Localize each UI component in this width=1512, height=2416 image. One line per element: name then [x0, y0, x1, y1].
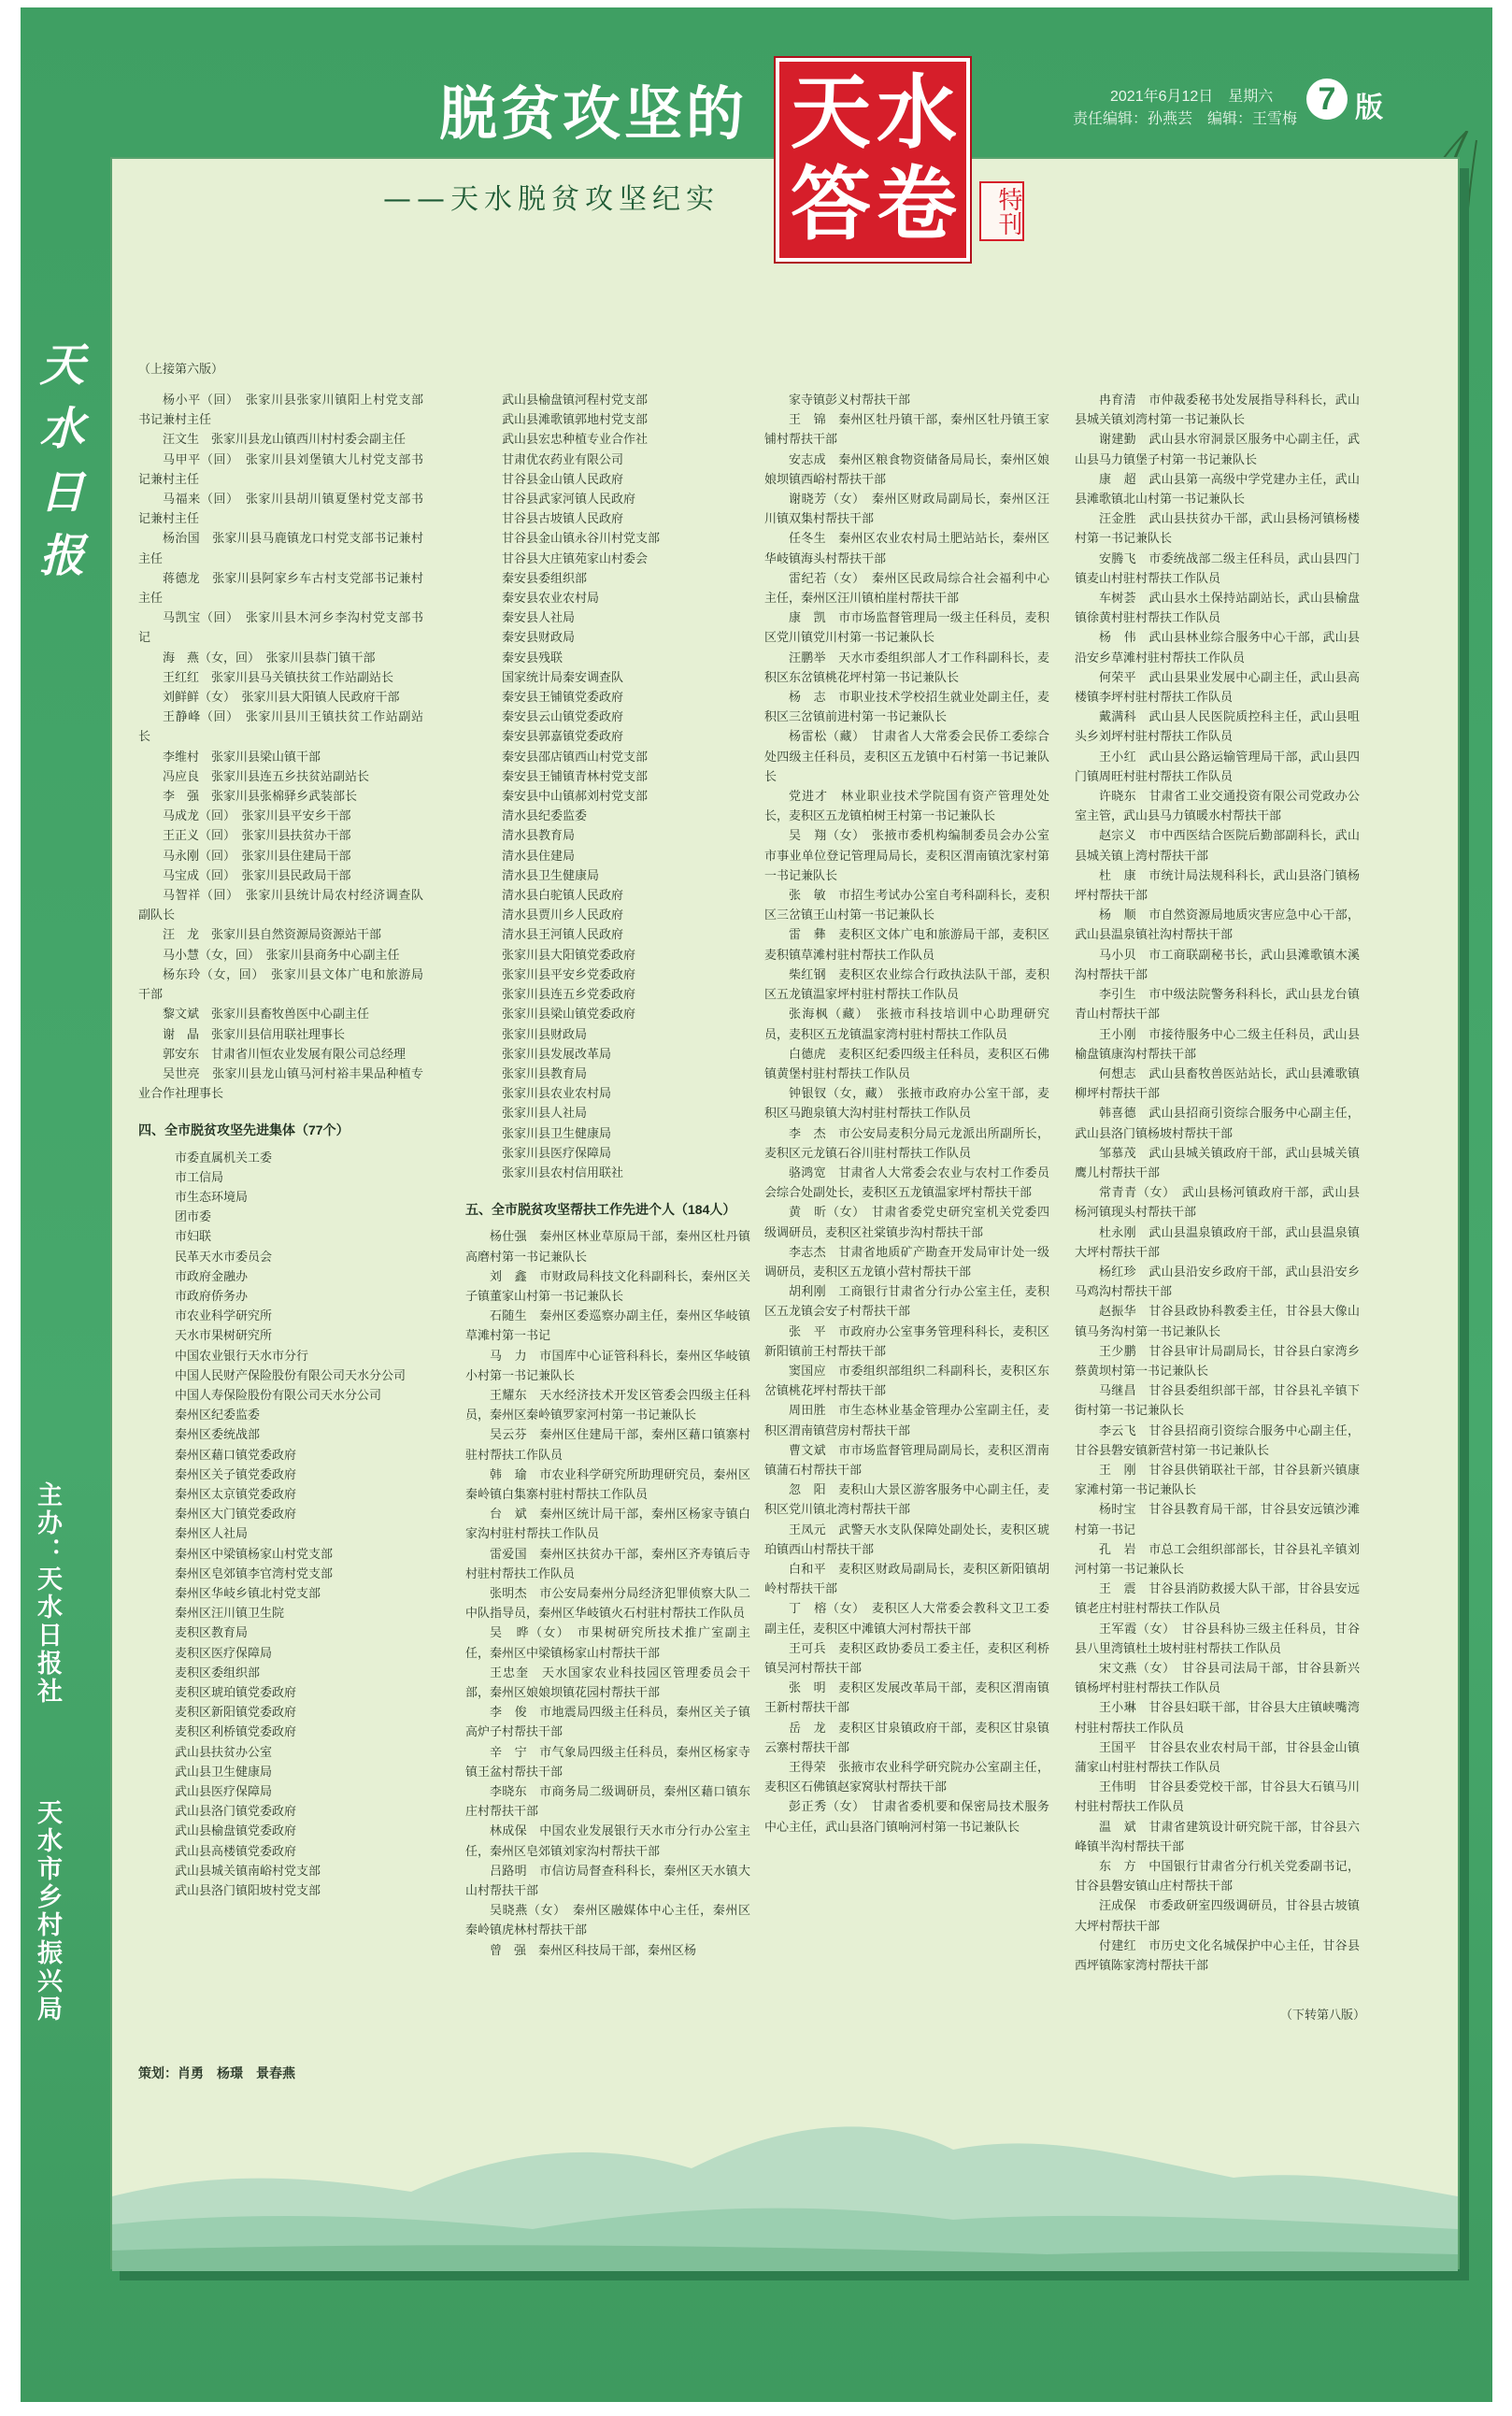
- list-entry: 骆鸿宽 甘肃省人大常委会农业与农村工作委员会综合处副处长，麦积区五龙镇温家坪村帮扶干部: [764, 1165, 1049, 1201]
- list-entry: 安志成 秦州区粮食物资储备局局长，秦州区娘娘坝镇西峪村帮扶干部: [764, 452, 1049, 487]
- list-entry: 秦安县王铺镇青林村党支部: [502, 769, 649, 784]
- list-entry: 秦安县残联: [502, 650, 563, 665]
- list-entry: 张家川县农业农村局: [502, 1087, 612, 1102]
- co-organizer: 天水市乡村振兴局: [34, 1799, 62, 2023]
- list-entry: 麦积区委组织部: [175, 1665, 261, 1680]
- list-entry: 岳 龙 麦积区甘泉镇政府干部，麦积区甘泉镇云寨村帮扶干部: [764, 1721, 1049, 1755]
- list-entry: 张家川县平安乡党委政府: [502, 967, 636, 982]
- list-entry: 秦州区皂郊镇李官湾村党支部: [175, 1566, 334, 1581]
- list-entry: 李云飞 甘谷县招商引资综合服务中心副主任，甘谷县磐安镇新营村第一书记兼队长: [1075, 1423, 1360, 1458]
- list-entry: 秦州区人社局: [175, 1527, 249, 1542]
- list-entry: 秦安县财政局: [502, 631, 576, 646]
- list-entry: 东 方 中国银行甘肃省分行机关党委副书记，甘谷县磐安镇山庄村帮扶干部: [1075, 1860, 1360, 1894]
- list-entry: 吴云芬 秦州区住建局干部，秦州区藉口镇寨村驻村帮扶工作队员: [465, 1428, 750, 1463]
- list-entry: 甘肃优农药业有限公司: [502, 452, 624, 467]
- list-entry: 吴世亮 张家川县龙山镇马河村裕丰果品种植专业合作社理事长: [138, 1066, 423, 1102]
- list-entry: 李 杰 市公安局麦积分局元龙派出所副所长，麦积区元龙镇石谷川驻村帮扶工作队员: [764, 1126, 1049, 1161]
- list-entry: 甘谷县金山镇永谷川村党支部: [502, 532, 661, 547]
- list-entry: 吕路明 市信访局督查科科长，秦州区天水镇大山村帮扶干部: [465, 1864, 750, 1899]
- list-entry: 张家川县财政局: [502, 1027, 588, 1042]
- list-entry: 武山县滩歌镇郭地村党支部: [502, 413, 649, 428]
- list-entry: 康 超 武山县第一高级中学党建办主任，武山县滩歌镇北山村第一书记兼队长: [1075, 472, 1360, 508]
- list-entry: 邹慕茂 武山县城关镇政府干部，武山县城关镇鹰儿村帮扶干部: [1075, 1146, 1360, 1180]
- list-entry: 丁 榕（女） 麦积区人大常委会教科文卫工委副主任，麦积区中滩镇大河村帮扶干部: [764, 1602, 1049, 1637]
- list-entry: 清水县住建局: [502, 849, 576, 864]
- list-entry: 张家川县教育局: [502, 1066, 588, 1081]
- list-entry: 秦安县郭嘉镇党委政府: [502, 730, 624, 745]
- list-entry: 刘 鑫 市财政局科技文化科副科长，秦州区关子镇董家山村第一书记兼队长: [465, 1269, 750, 1304]
- list-entry: 张家川县卫生健康局: [502, 1126, 612, 1141]
- list-entry: 张家川县发展改革局: [502, 1047, 612, 1062]
- list-entry: 秦州区汪川镇卫生院: [175, 1607, 285, 1622]
- list-entry: 市委直属机关工委: [175, 1151, 273, 1165]
- issue-date: 2021年6月12日 星期六: [1110, 89, 1274, 105]
- list-entry: 中国人民财产保险股份有限公司天水分公司: [175, 1368, 407, 1383]
- list-entry: 马永刚（回） 张家川县住建局干部: [163, 849, 351, 864]
- list-entry: 王小红 武山县公路运输管理局干部，武山县四门镇周旺村驻村帮扶工作队员: [1075, 750, 1360, 784]
- list-entry: 谢晓芳（女） 秦州区财政局副局长，秦州区汪川镇双集村帮扶干部: [764, 493, 1049, 527]
- list-entry: 吴 翔（女） 张掖市委机构编制委员会办公室市事业单位登记管理局局长，麦积区渭南镇沈家村第一书记兼队长: [764, 829, 1049, 883]
- list-entry: 雷纪若（女） 秦州区民政局综合社会福利中心主任，秦州区汪川镇柏崖村帮扶干部: [764, 571, 1049, 607]
- list-entry: 武山县扶贫办公室: [175, 1745, 273, 1760]
- list-entry: 甘谷县武家河镇人民政府: [502, 493, 636, 508]
- list-entry: 李晓东 市商务局二级调研员，秦州区藉口镇东庄村帮扶干部: [465, 1785, 750, 1820]
- list-entry: 王国平 甘谷县农业农村局干部，甘谷县金山镇蒲家山村驻村帮扶工作队员: [1075, 1740, 1360, 1776]
- list-entry: 中国人寿保险股份有限公司天水分公司: [175, 1388, 382, 1403]
- list-entry: 天水市果树研究所: [175, 1329, 273, 1344]
- list-entry: 吴 晔（女） 市果树研究所技术推广室副主任，秦州区中梁镇杨家山村帮扶干部: [465, 1626, 750, 1661]
- list-entry: 张家川县大阳镇党委政府: [502, 948, 636, 963]
- list-entry: 王凤元 武警天水支队保障处副处长，麦积区琥珀镇西山村帮扶干部: [764, 1523, 1049, 1557]
- list-entry: 张家川县连五乡党委政府: [502, 988, 636, 1003]
- text-column-4: [1075, 391, 1360, 1976]
- continued-from-note: （上接第六版）: [138, 362, 224, 376]
- list-entry: 马 力 市国库中心证管科科长，秦州区华岐镇小村第一书记兼队长: [465, 1349, 750, 1383]
- list-entry: 刘鲜鲜（女） 张家川县大阳镇人民政府干部: [163, 691, 400, 706]
- list-entry: 白和平 麦积区财政局副局长，麦积区新阳镇胡岭村帮扶干部: [764, 1562, 1049, 1597]
- list-entry: 党进才 林业职业技术学院国有资产管理处处长，麦积区五龙镇柏树王村第一书记兼队长: [764, 790, 1049, 824]
- list-entry: 秦安县中山镇郝刘村党支部: [502, 790, 649, 805]
- list-entry: 武山县高楼镇党委政府: [175, 1844, 297, 1859]
- list-entry: 柴红钢 麦积区农业综合行政执法队干部，麦积区五龙镇温家坪村驻村帮扶工作队员: [764, 967, 1049, 1003]
- list-entry: 甘谷县古坡镇人民政府: [502, 512, 624, 527]
- list-entry: 李志杰 甘肃省地质矿产勘查开发局审计处一级调研员，麦积区五龙镇小营村帮扶干部: [764, 1245, 1049, 1279]
- seal-char-2: 水: [877, 66, 957, 160]
- special-issue-stamp: 特刊: [979, 181, 1024, 241]
- list-entry: 张 平 市政府办公室事务管理科科长，麦积区新阳镇前王村帮扶干部: [764, 1324, 1049, 1359]
- text-column-1: [138, 391, 423, 1901]
- list-entry: 胡利刚 工商银行甘肃省分行办公室主任，麦积区五龙镇会安子村帮扶干部: [764, 1285, 1049, 1320]
- list-entry: 市政府侨务办: [175, 1289, 249, 1304]
- list-entry: 清水县白驼镇人民政府: [502, 889, 624, 904]
- list-entry: 杨红珍 武山县沿安乡政府干部，武山县沿安乡马鸡沟村帮扶干部: [1075, 1265, 1360, 1300]
- list-entry: 曾 强 秦州区科技局干部，秦州区杨: [490, 1943, 697, 1958]
- list-entry: 辛 宁 市气象局四级主任科员，秦州区杨家寺镇王盆村帮扶干部: [465, 1745, 750, 1780]
- list-entry: 戴满科 武山县人民医院质控科主任，武山县咀头乡刘坪村驻村帮扶工作队员: [1075, 710, 1360, 745]
- list-entry: 雷爱国 秦州区扶贫办干部，秦州区齐寿镇后寺村驻村帮扶工作队员: [465, 1547, 750, 1581]
- column-4-list: [1075, 391, 1360, 1976]
- list-entry: 清水县卫生健康局: [502, 868, 600, 883]
- list-entry: 李维村 张家川县梁山镇干部: [163, 750, 321, 765]
- host-organization: 主办：天水日报社: [34, 1481, 62, 1706]
- list-entry: 王小刚 市接待服务中心二级主任科员，武山县榆盘镇康沟村帮扶干部: [1075, 1027, 1360, 1062]
- list-entry: 许晓东 甘肃省工业交通投资有限公司党政办公室主管，武山县马力镇暖水村帮扶干部: [1075, 790, 1360, 824]
- list-entry: 王可兵 麦积区政协委员工委主任，麦积区利桥镇吴河村帮扶干部: [764, 1641, 1049, 1676]
- list-entry: 李 俊 市地震局四级主任科员，秦州区关子镇高炉子村帮扶干部: [465, 1706, 750, 1740]
- list-entry: 杜 康 市统计局法规科科长，武山县洛门镇杨坪村帮扶干部: [1075, 868, 1360, 904]
- list-entry: 杨 顺 市自然资源局地质灾害应急中心干部，武山县温泉镇社沟村帮扶干部: [1075, 908, 1360, 943]
- list-entry: 谢建勤 武山县水帘洞景区服务中心副主任，武山县马力镇堡子村第一书记兼队长: [1075, 433, 1360, 467]
- list-entry: 马成龙（回） 张家川县平安乡干部: [163, 809, 351, 824]
- continued-to-note: （下转第八版）: [1280, 2008, 1366, 2022]
- list-entry: 白德虎 麦积区纪委四级主任科员，麦积区石佛镇黄堡村驻村帮扶工作队员: [764, 1047, 1049, 1081]
- list-entry: 中国农业银行天水市分行: [175, 1349, 309, 1364]
- list-entry: 王 锦 秦州区牡丹镇干部，秦州区牡丹镇王家铺村帮扶干部: [764, 413, 1049, 448]
- list-entry: 冉育清 市仲裁委秘书处发展指导科科长，武山县城关镇刘湾村第一书记兼队长: [1075, 393, 1360, 428]
- list-entry: 马宝成（回） 张家川县民政局干部: [163, 868, 351, 883]
- list-entry: 秦州区纪委监委: [175, 1408, 261, 1423]
- list-entry: 秦州区委统战部: [175, 1428, 261, 1443]
- list-entry: 杨小平（回） 张家川县张家川镇阳上村党支部书记兼村主任: [138, 393, 423, 428]
- list-entry: 武山县卫生健康局: [175, 1765, 273, 1780]
- list-entry: 曹文斌 市市场监督管理局副局长，麦积区渭南镇蒲石村帮扶干部: [764, 1443, 1049, 1478]
- page-subtitle: ——天水脱贫攻坚纪实: [383, 183, 720, 216]
- list-entry: 冯应良 张家川县连五乡扶贫站副站长: [163, 769, 370, 784]
- list-entry: 常青青（女） 武山县杨河镇政府干部，武山县杨河镇现头村帮扶干部: [1075, 1186, 1360, 1221]
- list-entry: 汪 龙 张家川县自然资源局资源站干部: [163, 928, 382, 943]
- list-entry: 麦积区新阳镇党委政府: [175, 1706, 297, 1721]
- list-entry: 汪金胜 武山县扶贫办干部，武山县杨河镇杨楼村第一书记兼队长: [1075, 512, 1360, 547]
- list-entry: 石随生 秦州区委巡察办副主任，秦州区华岐镇草滩村第一书记: [465, 1309, 750, 1344]
- newspaper-brand: 天水日报: [32, 341, 84, 595]
- list-entry: 康 凯 市市场监督管理局一级主任科员，麦积区党川镇党川村第一书记兼队长: [764, 611, 1049, 646]
- seal-char-1: 天: [791, 66, 871, 160]
- list-entry: 台 斌 秦州区统计局干部，秦州区杨家寺镇白家沟村驻村帮扶工作队员: [465, 1508, 750, 1542]
- section-4-list: [138, 1149, 423, 1902]
- list-entry: 秦州区华岐乡镇北村党支部: [175, 1586, 321, 1601]
- mountain-landscape-ornament: [112, 2037, 1458, 2271]
- list-entry: 武山县医疗保障局: [175, 1785, 273, 1800]
- list-entry: 马凯宝（回） 张家川县木河乡李沟村党支部书记: [138, 611, 423, 646]
- list-entry: 王忠奎 天水国家农业科技园区管理委员会干部，秦州区娘娘坝镇花园村帮扶干部: [465, 1665, 750, 1700]
- list-entry: 安腾飞 市委统战部二级主任科员，武山县四门镇麦山村驻村帮扶工作队员: [1075, 551, 1360, 586]
- list-entry: 秦安县委组织部: [502, 571, 588, 586]
- list-entry: 谢 晶 张家川县信用联社理事长: [163, 1027, 346, 1042]
- list-entry: 市生态环境局: [175, 1190, 249, 1205]
- list-entry: 马甲平（回） 张家川县刘堡镇大儿村党支部书记兼村主任: [138, 452, 423, 487]
- list-entry: 杜永刚 武山县温泉镇政府干部，武山县温泉镇大坪村帮扶干部: [1075, 1225, 1360, 1260]
- list-entry: 雷 彝 麦积区文体广电和旅游局干部，麦积区麦积镇草滩村驻村帮扶工作队员: [764, 928, 1049, 963]
- list-entry: 清水县教育局: [502, 829, 576, 844]
- list-entry: 李 强 张家川县张棉驿乡武装部长: [163, 790, 358, 805]
- list-entry: 海 燕（女，回） 张家川县恭门镇干部: [163, 650, 376, 665]
- list-entry: 李引生 市中级法院警务科科长，武山县龙台镇青山村帮扶干部: [1075, 988, 1360, 1022]
- list-entry: 秦州区中梁镇杨家山村党支部: [175, 1547, 334, 1562]
- list-entry: 马福来（回） 张家川县胡川镇夏堡村党支部书记兼村主任: [138, 493, 423, 527]
- list-entry: 清水县贾川乡人民政府: [502, 908, 624, 923]
- list-entry: 周田胜 市生态林业基金管理办公室副主任，麦积区渭南镇营房村帮扶干部: [764, 1404, 1049, 1438]
- list-entry: 秦安县农业农村局: [502, 592, 600, 607]
- list-entry: 杨时宝 甘谷县教育局干部，甘谷县安远镇沙滩村第一书记: [1075, 1503, 1360, 1537]
- list-entry: 武山县宏忠种植专业合作社: [502, 433, 649, 448]
- list-entry: 王耀东 天水经济技术开发区管委会四级主任科员，秦州区秦岭镇罗家河村第一书记兼队长: [465, 1388, 750, 1423]
- list-entry: 王得荣 张掖市农业科学研究院办公室副主任，麦积区石佛镇赵家窝驮村帮扶干部: [764, 1761, 1049, 1795]
- list-entry: 马小慧（女，回） 张家川县商务中心副主任: [163, 948, 400, 963]
- list-entry: 杨雷松（藏） 甘肃省人大常委会民侨工委综合处四级主任科员，麦积区五龙镇中石村第一书记兼队长: [764, 730, 1049, 784]
- list-entry: 麦积区教育局: [175, 1626, 249, 1641]
- list-entry: 麦积区利桥镇党委政府: [175, 1725, 297, 1740]
- list-entry: 市工信局: [175, 1170, 224, 1185]
- list-entry: 杨 伟 武山县林业综合服务中心干部，武山县沿安乡草滩村驻村帮扶工作队员: [1075, 631, 1360, 665]
- section-5-list: [465, 1227, 750, 1961]
- list-entry: 麦积区医疗保障局: [175, 1646, 273, 1661]
- list-entry: 王正义（回） 张家川县扶贫办干部: [163, 829, 351, 844]
- left-sidebar: [21, 318, 110, 2402]
- list-entry: 王 刚 甘谷县供销联社干部，甘谷县新兴镇康家滩村第一书记兼队长: [1075, 1463, 1360, 1498]
- list-entry: 车树荟 武山县水土保持站副站长，武山县榆盘镇徐黄村驻村帮扶工作队员: [1075, 592, 1360, 626]
- list-entry: 韩 瑜 市农业科学研究所助理研究员，秦州区秦岭镇白集寨村驻村帮扶工作队员: [465, 1467, 750, 1502]
- list-entry: 张家川县人社局: [502, 1107, 588, 1122]
- list-entry: 武山县洛门镇阳坡村党支部: [175, 1884, 321, 1899]
- list-entry: 王静峰（回） 张家川县川王镇扶贫工作站副站长: [138, 710, 423, 745]
- list-entry: 王红红 张家川县马关镇扶贫工作站副站长: [163, 670, 394, 685]
- list-entry: 张明杰 市公安局秦州分局经济犯罪侦察大队二中队指导员，秦州区华岐镇火石村驻村帮扶工作队员: [465, 1586, 750, 1622]
- list-entry: 马小贝 市工商联副秘书长，武山县滩歌镇木溪沟村帮扶干部: [1075, 948, 1360, 982]
- list-entry: 王伟明 甘谷县委党校干部，甘谷县大石镇马川村驻村帮扶工作队员: [1075, 1780, 1360, 1815]
- list-entry: 黄 昕（女） 甘肃省委党史研究室机关党委四级调研员，麦积区社棠镇步沟村帮扶干部: [764, 1206, 1049, 1240]
- list-entry: 王少鹏 甘谷县审计局副局长，甘谷县白家湾乡蔡黄坝村第一书记兼队长: [1075, 1344, 1360, 1379]
- page-number-badge: 7: [1306, 79, 1348, 120]
- list-entry: 秦州区关子镇党委政府: [175, 1467, 297, 1482]
- editors-line: 责任编辑：孙燕芸 编辑：王雪梅: [1073, 111, 1298, 127]
- list-entry: 王小琳 甘谷县妇联干部，甘谷县大庄镇峡嘴湾村驻村帮扶工作队员: [1075, 1701, 1360, 1736]
- list-entry: 国家统计局秦安调查队: [502, 670, 624, 685]
- list-entry: 彭正秀（女） 甘肃省委机要和保密局技术服务中心主任，武山县洛门镇响河村第一书记兼队长: [764, 1800, 1049, 1835]
- list-entry: 张家川县农村信用联社: [502, 1165, 624, 1180]
- list-entry: 秦安县云山镇党委政府: [502, 710, 624, 725]
- list-entry: 张海枫（藏） 张掖市科技培训中心助理研究员，麦积区五龙镇温家湾村驻村帮扶工作队员: [764, 1008, 1049, 1042]
- list-entry: 秦州区藉口镇党委政府: [175, 1448, 297, 1463]
- list-entry: 汪成保 市委政研室四级调研员，甘谷县古坡镇大坪村帮扶干部: [1075, 1899, 1360, 1934]
- list-entry: 秦安县邵店镇西山村党支部: [502, 750, 649, 765]
- list-entry: 张 明 麦积区发展改革局干部，麦积区渭南镇王新村帮扶干部: [764, 1681, 1049, 1716]
- section-4-heading: 四、全市脱贫攻坚先进集体（77个）: [138, 1122, 349, 1138]
- list-entry: 团市委: [175, 1210, 212, 1225]
- column-2-list: [465, 391, 750, 1183]
- list-entry: 忽 阳 麦积山大景区游客服务中心副主任，麦积区党川镇北湾村帮扶干部: [764, 1483, 1049, 1518]
- list-entry: 武山县洛门镇党委政府: [175, 1805, 297, 1820]
- list-entry: 郭安东 甘肃省川恒农业发展有限公司总经理: [163, 1047, 407, 1062]
- list-entry: 麦积区琥珀镇党委政府: [175, 1686, 297, 1700]
- list-entry: 何想志 武山县畜牧兽医站站长，武山县滩歌镇柳坪村帮扶干部: [1075, 1066, 1360, 1102]
- list-entry: 张 敏 市招生考试办公室自考科副科长，麦积区三岔镇王山村第一书记兼队长: [764, 889, 1049, 923]
- list-entry: 马智祥（回） 张家川县统计局农村经济调查队副队长: [138, 889, 423, 923]
- seal-char-4: 卷: [877, 158, 957, 251]
- list-entry: 秦安县人社局: [502, 611, 576, 626]
- list-entry: 吴晓燕（女） 秦州区融媒体中心主任，秦州区秦岭镇虎林村帮扶干部: [465, 1904, 750, 1938]
- list-entry: 钟银钗（女，藏） 张掖市政府办公室干部，麦积区马跑泉镇大沟村驻村帮扶工作队员: [764, 1087, 1049, 1122]
- list-entry: 甘谷县金山镇人民政府: [502, 472, 624, 487]
- list-entry: 甘谷县大庄镇苑家山村委会: [502, 551, 649, 566]
- list-entry: 武山县榆盘镇河程村党支部: [502, 393, 649, 407]
- section-5-heading: 五、全市脱贫攻坚帮扶工作先进个人（184人）: [465, 1202, 736, 1218]
- list-entry: 窦国应 市委组织部组织二科副科长，麦积区东岔镇桃花坪村帮扶干部: [764, 1364, 1049, 1399]
- list-entry: 何荣平 武山县果业发展中心副主任，武山县高楼镇李坪村驻村帮扶工作队员: [1075, 670, 1360, 706]
- list-entry: 清水县王河镇人民政府: [502, 928, 624, 943]
- page-title: 脱贫攻坚的: [439, 79, 749, 148]
- list-entry: 张家川县医疗保障局: [502, 1146, 612, 1161]
- list-entry: 黎文斌 张家川县畜牧兽医中心副主任: [163, 1008, 370, 1022]
- list-entry: 汪文生 张家川县龙山镇西川村村委会副主任: [163, 433, 407, 448]
- list-entry: 王军霞（女） 甘谷县科协三级主任科员，甘谷县八里湾镇杜土坡村驻村帮扶工作队员: [1075, 1622, 1360, 1656]
- list-entry: 武山县城关镇南峪村党支部: [175, 1864, 321, 1879]
- list-entry: 韩喜德 武山县招商引资综合服务中心副主任，武山县洛门镇杨坡村帮扶干部: [1075, 1107, 1360, 1141]
- list-entry: 付建红 市历史文化名城保护中心主任，甘谷县西坪镇陈家湾村帮扶干部: [1075, 1938, 1360, 1974]
- text-column-2: [465, 391, 750, 1961]
- seal-char-3: 答: [791, 158, 871, 251]
- text-column-3: [764, 391, 1049, 1837]
- title-seal: [776, 58, 970, 262]
- list-entry: 杨仕强 秦州区林业草原局干部，秦州区杜丹镇高磨村第一书记兼队长: [465, 1230, 750, 1265]
- list-entry: 市妇联: [175, 1230, 212, 1245]
- list-entry: 清水县纪委监委: [502, 809, 588, 824]
- list-entry: 马继昌 甘谷县委组织部干部，甘谷县礼辛镇下街村第一书记兼队长: [1075, 1384, 1360, 1419]
- list-entry: 杨东玲（女，回） 张家川县文体广电和旅游局干部: [138, 967, 423, 1003]
- list-entry: 秦州区大门镇党委政府: [175, 1508, 297, 1523]
- list-entry: 秦州区太京镇党委政府: [175, 1487, 297, 1502]
- list-entry: 林成保 中国农业发展银行天水市分行办公室主任，秦州区皂郊镇刘家沟村帮扶干部: [465, 1824, 750, 1859]
- list-entry: 赵宗义 市中西医结合医院后勤部副科长，武山县城关镇上湾村帮扶干部: [1075, 829, 1360, 864]
- list-entry: 武山县榆盘镇党委政府: [175, 1824, 297, 1839]
- list-entry: 张家川县梁山镇党委政府: [502, 1008, 636, 1022]
- list-entry: 民革天水市委员会: [175, 1250, 273, 1265]
- planners-credit: 策划：肖勇 杨璟 景春燕: [138, 2066, 295, 2080]
- list-entry: 赵振华 甘谷县政协科教委主任，甘谷县大像山镇马务沟村第一书记兼队长: [1075, 1305, 1360, 1339]
- list-entry: 杨治国 张家川县马鹿镇龙口村党支部书记兼村主任: [138, 532, 423, 566]
- list-entry: 汪鹏举 天水市委组织部人才工作科副科长，麦积区东岔镇桃花坪村第一书记兼队长: [764, 650, 1049, 685]
- list-entry: 王 震 甘谷县消防救援大队干部，甘谷县安远镇老庄村驻村帮扶工作队员: [1075, 1582, 1360, 1617]
- list-entry: 温 斌 甘肃省建筑设计研究院干部，甘谷县六峰镇半沟村帮扶干部: [1075, 1820, 1360, 1854]
- list-entry: 市农业科学研究所: [175, 1309, 273, 1324]
- list-entry: 孔 岩 市总工会组织部部长，甘谷县礼辛镇刘河村第一书记兼队长: [1075, 1542, 1360, 1577]
- list-entry: 任冬生 秦州区农业农村局土肥站站长，秦州区华岐镇海头村帮扶干部: [764, 532, 1049, 566]
- list-entry: 蒋德龙 张家川县阿家乡车古村支党部书记兼村主任: [138, 571, 423, 607]
- list-entry: 秦安县王铺镇党委政府: [502, 691, 624, 706]
- column-1-list: [138, 391, 423, 1104]
- list-entry: 家寺镇彭义村帮扶干部: [789, 393, 911, 407]
- page-unit-label: 版: [1355, 92, 1383, 124]
- list-entry: 杨 志 市职业技术学校招生就业处副主任，麦积区三岔镇前进村第一书记兼队长: [764, 691, 1049, 725]
- list-entry: 市政府金融办: [175, 1269, 249, 1284]
- list-entry: 宋文燕（女） 甘谷县司法局干部，甘谷县新兴镇杨坪村驻村帮扶工作队员: [1075, 1662, 1360, 1696]
- column-3-list: [764, 391, 1049, 1837]
